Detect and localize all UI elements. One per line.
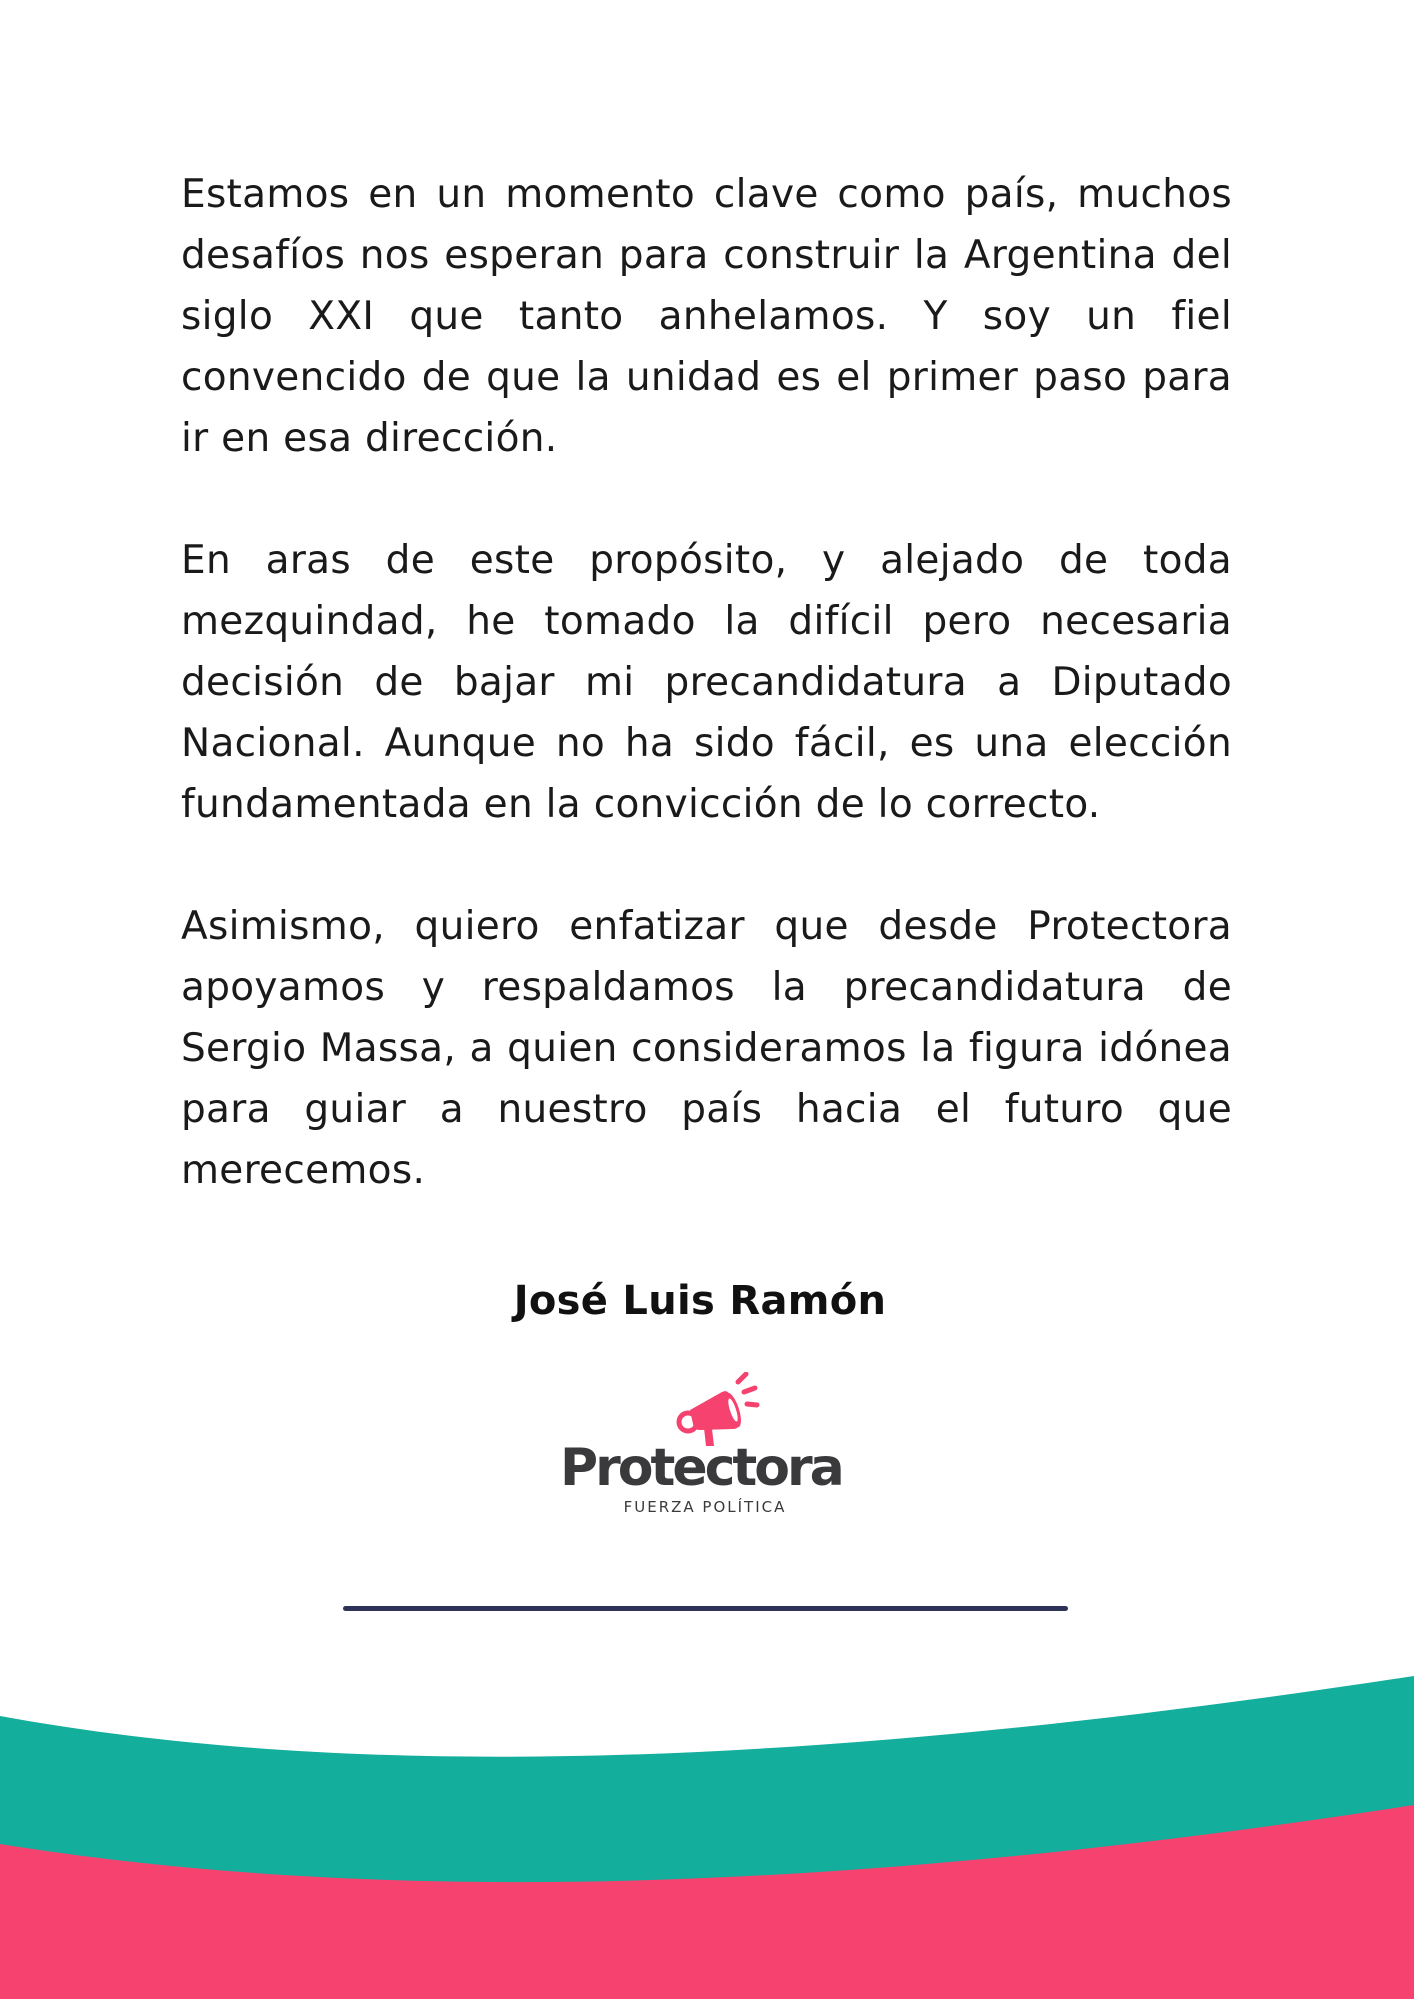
megaphone-icon — [660, 1372, 760, 1447]
letter-body — [181, 164, 1232, 1262]
paragraph-3: Asimismo, quiero enfatizar que desde Protectora apoyamos y respaldamos la precandidatura de Sergio Massa, a quien consideramos la figura idónea para guiar a nuestro país hacia el futuro que merecemos. — [181, 904, 1232, 1193]
footer-waves — [0, 1660, 1414, 1999]
signature-name: José Luis Ramón — [513, 1278, 887, 1324]
paragraph-1: Estamos en un momento clave como país, muchos desafíos nos esperan para construir la Argentina del siglo XXI que tanto anhelamos. Y soy un fiel convencido de que la unidad es el primer paso para ir en esa dirección. — [181, 172, 1232, 461]
signature-line — [343, 1606, 1068, 1611]
protectora-logo — [560, 1372, 840, 1522]
logo-wordmark: Protectora — [560, 1438, 842, 1498]
paragraph-2: En aras de este propósito, y alejado de toda mezquindad, he tomado la difícil pero necesaria decisión de bajar mi precandidatura a Diputado Nacional. Aunque no ha sido fácil, es una elección fundamentada en la convicción de lo correcto. — [181, 538, 1232, 827]
logo-tagline: FUERZA POLÍTICA — [623, 1498, 787, 1516]
